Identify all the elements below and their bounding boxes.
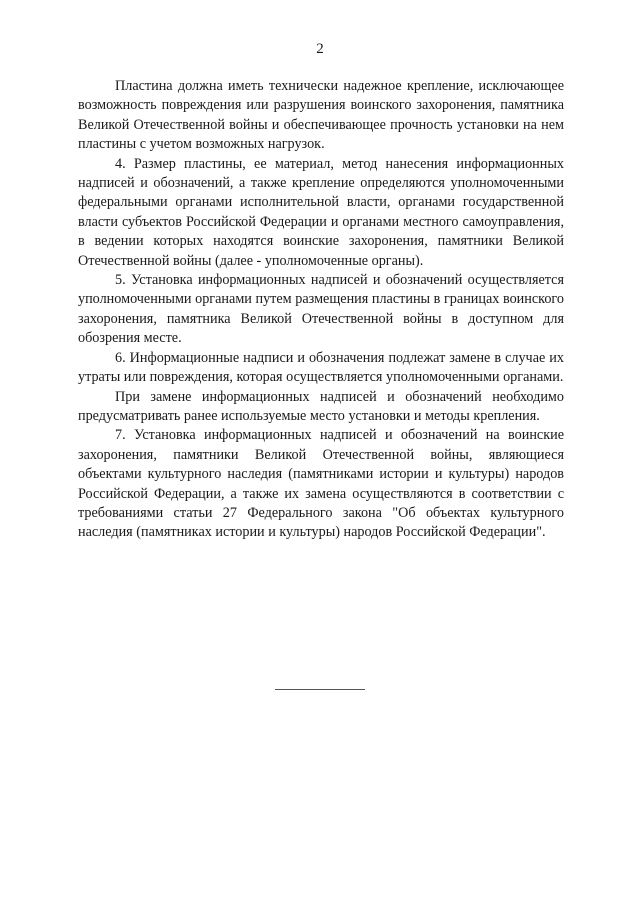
paragraph-item-6: 6. Информационные надписи и обозначения подлежат замене в случае их утраты или повреждения, которая осуществляется уполномоченными органами. — [78, 349, 564, 386]
paragraph-item-5: 5. Установка информационных надписей и обозначений осуществляется уполномоченными органами путем размещения пластины в границах воинского захоронения, памятника Великой Отечественной войны в доступном для обозрения месте. — [78, 272, 564, 347]
paragraph-replacement: При замене информационных надписей и обозначений необходимо предусматривать ранее используемые место установки и методы крепления. — [78, 388, 564, 424]
paragraph-item-7: 7. Установка информационных надписей и обозначений на воинские захоронения, памятники Великой Отечественной войны, являющиеся объектами культурного наследия (памятниками истории и культуры) народов Российской Федерации, а также их замена осуществляются в соответствии с требованиями статьи 27 Федерального закона "Об объектах культурного наследия (памятниках истории и культуры) народов Российской Федерации". — [78, 427, 564, 541]
paragraph-plate-fastening: Пластина должна иметь технически надежное крепление, исключающее возможность повреждения или разрушения воинского захоронения, памятника Великой Отечественной войны и обеспечивающее прочность установки на нем пластины с учетом возможных нагрузок. — [78, 78, 564, 153]
paragraph-item-4: 4. Размер пластины, ее материал, метод нанесения информационных надписей и обозначений, а также крепление определяются уполномоченными федеральными органами исполнительной власти, органами государственной власти субъектов Российской Федерации и органами местного самоуправления, в ведении которых находятся воинские захоронения, памятники Великой Отечественной войны (далее - уполномоченные органы). — [78, 155, 564, 269]
page-number: 2 — [316, 41, 324, 57]
end-separator-line — [275, 689, 365, 690]
document-body — [78, 77, 564, 543]
